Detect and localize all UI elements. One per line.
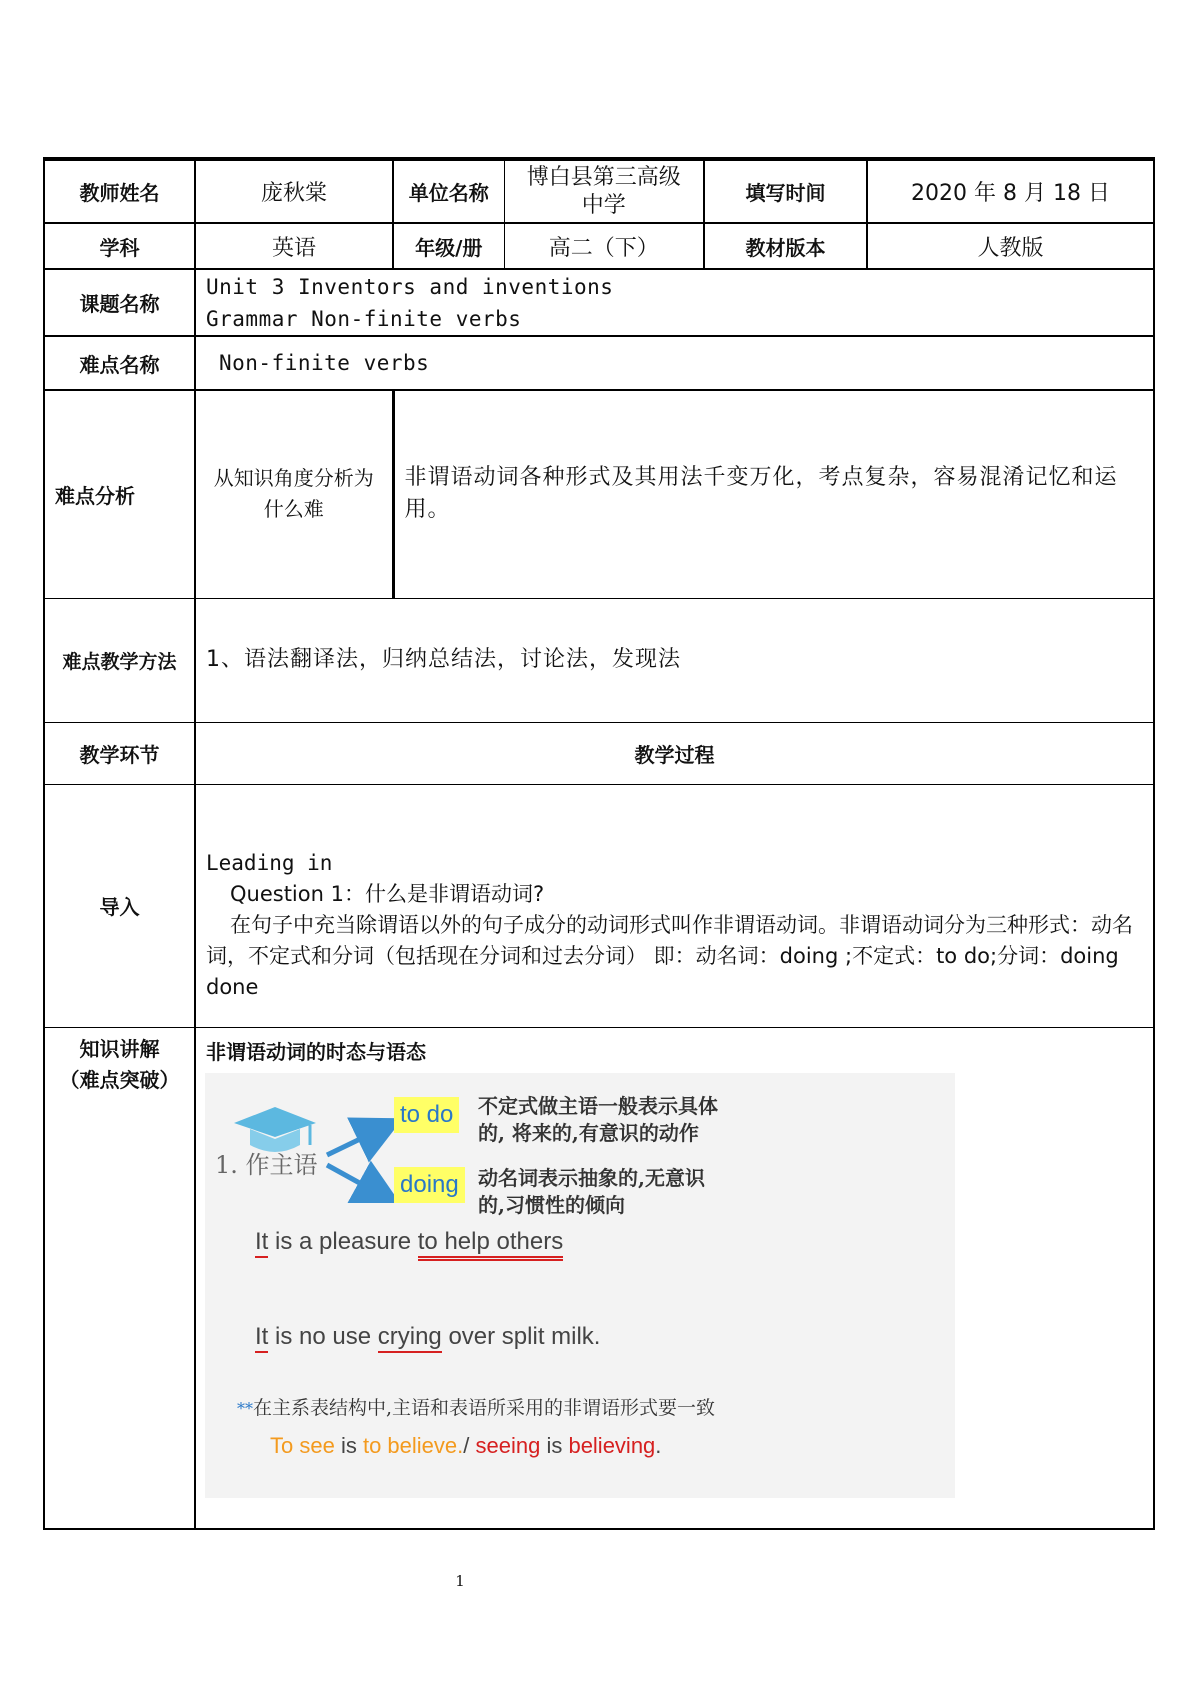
example-3-seeing: seeing [475,1432,541,1458]
intro-row [44,784,1154,1027]
doing-note-line-2: 的,习惯性的倾向 [478,1192,625,1217]
difficulty-row [44,336,1154,390]
to-do-note [478,1093,718,1147]
example-2 [255,1323,600,1351]
knowledge-label-line-1: 知识讲解 [79,1036,160,1061]
method-text: 1、语法翻译法，归纳总结法，讨论法，发现法 [195,598,1154,722]
header-row-2 [44,223,1154,269]
example-3-is-2: is [540,1432,569,1458]
intro-line-3: 在句子中充当除谓语以外的句子成分的动词形式叫作非谓语动词。非谓语动词分为三种形式：动名词，不定式和分词（包括现在分词和过去分词） 即：动名词：doing ;不定式：to do;分词：doing done [206,913,1133,999]
knowledge-heading: 非谓语动词的时态与语态 [206,1039,426,1064]
knowledge-cell [195,1027,1154,1529]
example-1 [255,1228,563,1256]
intro-line-2: Question 1：什么是非谓语动词? [230,882,545,906]
date-label: 填写时间 [704,159,867,223]
example-2-tail: over split milk. [441,1322,601,1350]
example-3-slash: / [463,1432,476,1458]
knowledge-label [44,1027,195,1529]
topic-row [44,269,1154,336]
arrow-down [327,1165,385,1197]
method-label: 难点教学方法 [44,598,195,722]
rule-text: 在主系表结构中,主语和表语所采用的非谓语形式要一致 [253,1396,716,1419]
process-label: 教学环节 [44,722,195,784]
subject-label: 学科 [44,223,195,269]
intro-cell [195,784,1154,1027]
analysis-sub-label: 从知识角度分析为什么难 [195,390,393,598]
teacher-name: 庞秋棠 [195,159,393,223]
unit-label: 单位名称 [393,159,504,223]
date-value: 2020 年 8 月 18 日 [867,159,1154,223]
to-do-note-line-1: 不定式做主语一般表示具体 [478,1093,718,1118]
rule-stars: ** [237,1398,253,1418]
topic-line-1: Unit 3 Inventors and inventions [206,274,614,299]
example-3-to-see: To see [270,1432,335,1458]
unit-name: 博白县第三高级中学 [504,159,704,223]
page-number: 1 [455,1572,465,1590]
subject-value: 英语 [195,223,393,269]
method-row [44,598,1154,722]
example-2-subject: It [255,1323,268,1353]
example-1-mid: is a pleasure [268,1227,418,1255]
lesson-plan-table [43,157,1155,1530]
doing-note-line-1: 动名词表示抽象的,无意识 [478,1165,705,1190]
example-3-to-believe: to believe. [362,1432,464,1458]
intro-label: 导入 [44,784,195,1027]
knowledge-label-line-2: （难点突破） [59,1067,180,1092]
header-row-1 [44,159,1154,223]
analysis-text: 非谓语动词各种形式及其用法千变万化，考点复杂，容易混淆记忆和运用。 [393,390,1154,598]
grade-value: 高二（下） [504,223,704,269]
arrow-up [327,1127,385,1155]
figure-section-label: 1. 作主语 [215,1150,318,1179]
topic-label: 课题名称 [44,269,195,336]
textbook-value: 人教版 [867,223,1154,269]
intro-line-1: Leading in [206,851,333,875]
example-3 [270,1433,661,1459]
example-3-is-1: is [334,1432,363,1458]
grade-label: 年级/册 [393,223,504,269]
branch-arrows [323,1113,403,1203]
process-title: 教学过程 [195,722,1154,784]
doing-note [478,1165,705,1219]
knowledge-row [44,1027,1154,1529]
example-3-period: . [655,1432,662,1458]
teacher-label: 教师姓名 [44,159,195,223]
to-do-note-line-2: 的, 将来的,有意识的动作 [478,1120,699,1145]
difficulty-label: 难点名称 [44,336,195,390]
analysis-label: 难点分析 [44,390,195,598]
example-2-gerund: crying [378,1323,442,1353]
process-header-row [44,722,1154,784]
to-do-tag: to do [394,1097,459,1133]
doing-tag: doing [394,1167,465,1203]
example-1-subject: It [255,1228,268,1258]
textbook-label: 教材版本 [704,223,867,269]
subject-usage-figure [205,1073,955,1498]
example-1-infinitive: to help others [418,1228,563,1261]
topic-line-2: Grammar Non-finite verbs [206,306,522,331]
difficulty-value: Non-finite verbs [195,336,1154,390]
analysis-row [44,390,1154,598]
example-2-mid: is no use [268,1322,378,1350]
example-3-believing: believing [568,1432,656,1458]
rule-note [237,1393,715,1420]
topic-cell [195,269,1154,336]
